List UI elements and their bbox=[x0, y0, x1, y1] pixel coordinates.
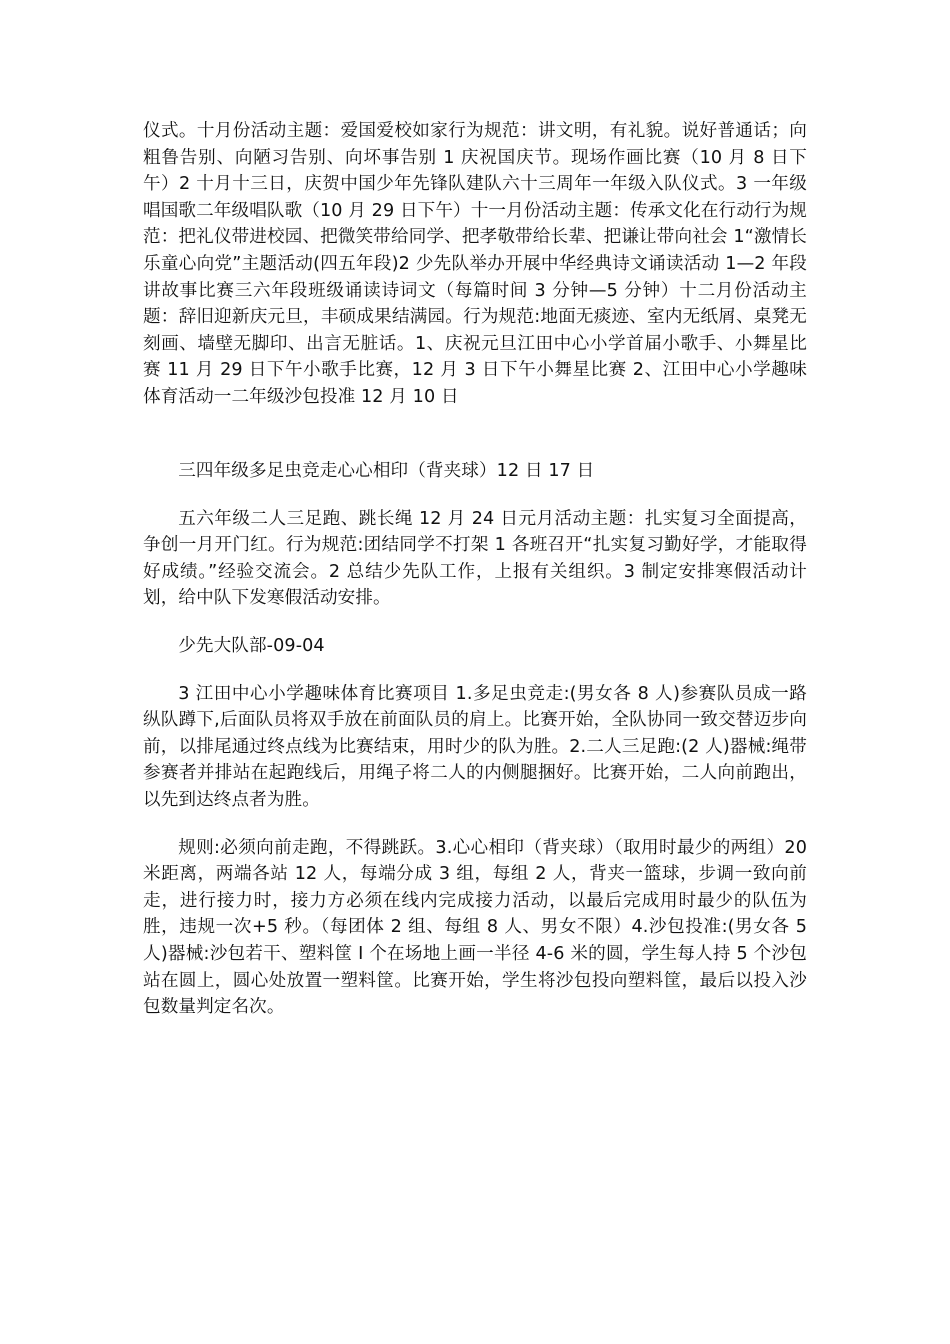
paragraph-monthly-activities: 仪式。十月份活动主题：爱国爱校如家行为规范：讲文明，有礼貌。说好普通话；向粗鲁告别、向陋习告别、向坏事告别 1 庆祝国庆节。现场作画比赛（10 月 8 日下午）2 十月十三日，庆贺中国少年先锋队建队六十三周年一年级入队仪式。3 一年级唱国歌二年级唱队歌（10 月 29 日下午）十一月份活动主题：传承文化在行动行为规范：把礼仪带进校园、把微笑带给同学、把孝敬带给长辈、把谦让带向社会 1“激情长乐童心向党”主题活动(四五年段)2 少先队举办开展中华经典诗文诵读活动 1—2 年段讲故事比赛三六年段班级诵读诗词文（每篇时间 3 分钟—5 分钟）十二月份活动主题：辞旧迎新庆元旦，丰硕成果结满园。行为规范:地面无痰迹、室内无纸屑、桌凳无刻画、墙壁无脚印、出言无脏话。1、庆祝元旦江田中心小学首届小歌手、小舞星比赛 11 月 29 日下午小歌手比赛，12 月 3 日下午小舞星比赛 2、江田中心小学趣味体育活动一二年级沙包投准 12 月 10 日 bbox=[143, 121, 807, 407]
paragraph-grade-three-four: 三四年级多足虫竞走心心相印（背夹球）12 日 17 日 bbox=[178, 461, 595, 481]
document-body bbox=[143, 118, 807, 1021]
paragraph-sports-events: 3 江田中心小学趣味体育比赛项目 1.多足虫竞走:(男女各 8 人)参赛队员成一路纵队蹲下,后面队员将双手放在前面队员的肩上。比赛开始，全队协同一致交替迈步向前，以排尾通过终点线为比赛结束，用时少的队为胜。2.二人三足跑:(2 人)器械:绳带参赛者并排站在起跑线后，用绳子将二人的内侧腿捆好。比赛开始，二人向前跑出，以先到达终点者为胜。 bbox=[143, 683, 807, 810]
paragraph-rules: 规则:必须向前走跑，不得跳跃。3.心心相印（背夹球）（取用时最少的两组）20 米距离，两端各站 12 人，每端分成 3 组，每组 2 人，背夹一篮球，步调一致向前走，进行接力时，接力方必须在线内完成接力活动，以最后完成用时最少的队伍为胜，违规一次+5 秒。（每团体 2 组、每组 8 人、男女不限）4.沙包投准:(男女各 5 人)器械:沙包若干、塑料筐 I 个在场地上画一半径 4-6 米的圆，学生每人持 5 个沙包站在圆上，圆心处放置一塑料筐。比赛开始，学生将沙包投向塑料筐，最后以投入沙包数量判定名次。 bbox=[143, 837, 807, 1018]
paragraph-grade-five-six: 五六年级二人三足跑、跳长绳 12 月 24 日元月活动主题：扎实复习全面提高，争创一月开门红。行为规范:团结同学不打架 1 各班召开“扎实复习勤好学，才能取得好成绩。”经验交流会。2 总结少先队工作，上报有关组织。3 制定安排寒假活动计划，给中队下发寒假活动安排。 bbox=[143, 508, 807, 609]
paragraph-signature-date: 少先大队部-09-04 bbox=[178, 635, 325, 656]
